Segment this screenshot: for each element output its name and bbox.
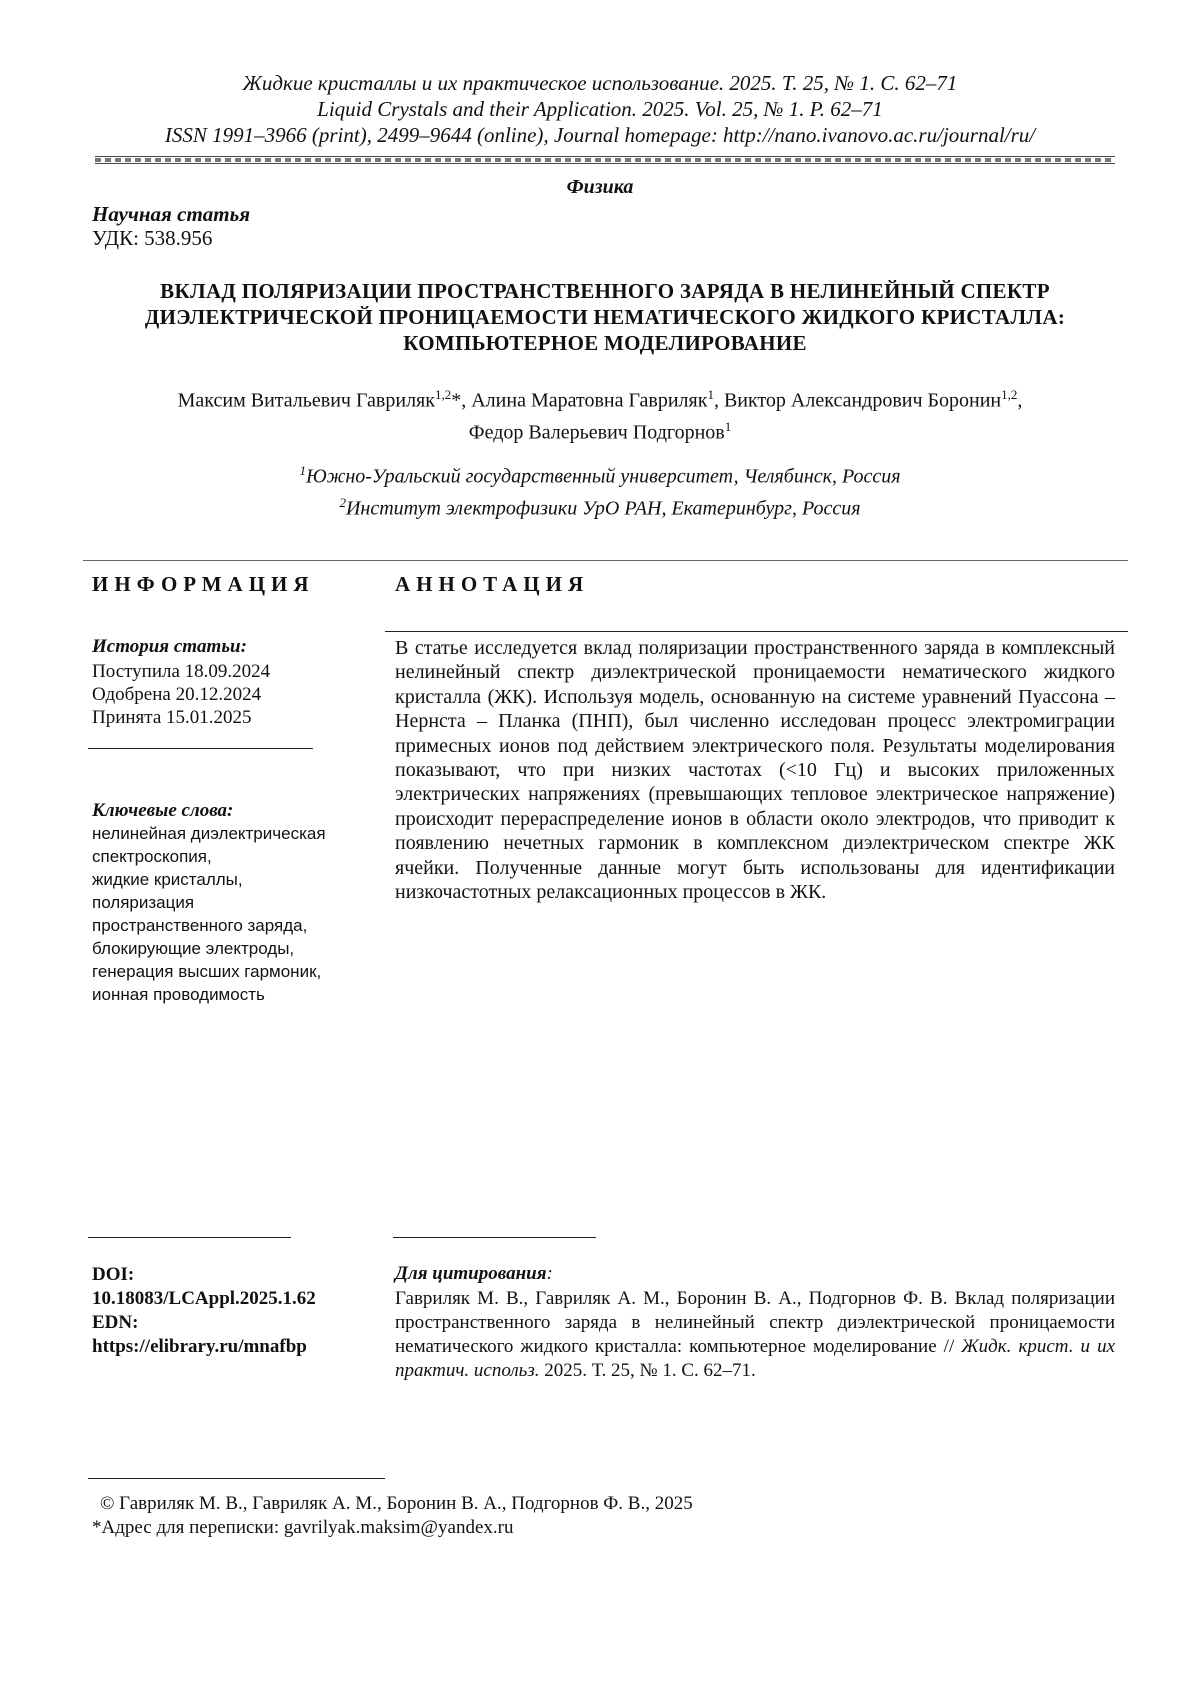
author-line-1 — [0, 382, 1200, 414]
journal-header — [0, 70, 1200, 148]
keywords-heading: Ключевые слова: — [92, 800, 234, 821]
paper-title-line-3: КОМПЬЮТЕРНОЕ МОДЕЛИРОВАНИЕ — [403, 331, 807, 355]
citation-text — [395, 1287, 1115, 1383]
article-type: Научная статья — [92, 202, 251, 226]
citation-heading-colon: : — [546, 1263, 553, 1284]
affiliation-text: Южно-Уральский государственный университет, Челябинск, Россия — [305, 465, 901, 488]
history-divider — [88, 748, 313, 749]
keyword-line: пространственного заряда, — [92, 916, 308, 935]
header-rule-bottom — [95, 163, 1115, 164]
keyword-line: нелинейная диэлектрическая — [92, 824, 326, 843]
keyword-line: блокирующие электроды, — [92, 939, 295, 958]
footnote-divider — [88, 1478, 385, 1479]
author-name: Алина Маратовна Гавриляк — [471, 389, 708, 412]
section-label: Физика — [566, 176, 634, 198]
paper-title — [90, 278, 1120, 356]
copyright-note: © Гавриляк М. В., Гавриляк А. М., Боронин В. А., Подгорнов Ф. В., 2025 — [100, 1493, 693, 1514]
history-received: Поступила 18.09.2024 — [92, 661, 271, 682]
udk-code: УДК: 538.956 — [92, 226, 213, 250]
keyword-line: поляризация — [92, 893, 195, 912]
author-name: Максим Витальевич Гавриляк — [177, 389, 435, 412]
affiliation-1 — [0, 458, 1200, 490]
journal-header-issn: ISSN 1991–3966 (print), 2499–9644 (online), Journal homepage: http://nano.ivanovo.ac.ru/journal/ru/ — [164, 123, 1036, 147]
author-list — [0, 382, 1200, 445]
paper-title-line-2: ДИЭЛЕКТРИЧЕСКОЙ ПРОНИЦАЕМОСТИ НЕМАТИЧЕСКОГО ЖИДКОГО КРИСТАЛЛА: — [144, 305, 1066, 329]
keyword-line: жидкие кристаллы, — [92, 870, 243, 889]
history-heading: История статьи: — [92, 636, 247, 657]
keyword-line: ионная проводимость — [92, 985, 265, 1004]
doi-link[interactable]: 10.18083/LCAppl.2025.1.62 — [92, 1288, 316, 1309]
citation-divider — [393, 1237, 596, 1238]
author-affil-sup: 1,2 — [1001, 387, 1018, 402]
doi-block — [92, 1263, 316, 1359]
journal-header-en: Liquid Crystals and their Application. 2025. Vol. 25, № 1. P. 62–71 — [317, 97, 883, 121]
author-sep: *, — [451, 389, 472, 412]
author-line-2 — [0, 414, 1200, 446]
keywords-list — [92, 822, 362, 1006]
paper-title-line-1: ВКЛАД ПОЛЯРИЗАЦИИ ПРОСТРАНСТВЕННОГО ЗАРЯДА В НЕЛИНЕЙНЫЙ СПЕКТР — [160, 279, 1050, 303]
correspondence-note: *Адрес для переписки: gavrilyak.maksim@yandex.ru — [92, 1517, 514, 1538]
author-sep: , — [1017, 389, 1023, 412]
keyword-line: спектроскопия, — [92, 847, 212, 866]
author-name: Федор Валерьевич Подгорнов — [468, 421, 725, 444]
footnotes — [92, 1492, 693, 1540]
citation-tail: 2025. Т. 25, № 1. С. 62–71. — [544, 1360, 756, 1381]
article-history — [92, 660, 270, 729]
history-accepted: Принята 15.01.2025 — [92, 707, 252, 728]
affiliation-sup: 1 — [299, 463, 306, 478]
doi-label: DOI: — [92, 1264, 135, 1285]
keyword-line: генерация высших гармоник, — [92, 962, 322, 981]
affiliation-sup: 2 — [339, 494, 346, 510]
history-approved: Одобрена 20.12.2024 — [92, 684, 262, 705]
edn-link[interactable]: https://elibrary.ru/mnafbp — [92, 1336, 307, 1357]
header-rule-top — [95, 156, 1115, 157]
header-rule-pattern — [95, 158, 1115, 162]
info-divider — [83, 560, 1128, 561]
doi-divider — [88, 1237, 291, 1238]
info-heading: ИНФОРМАЦИЯ — [92, 572, 315, 596]
citation-heading — [395, 1263, 553, 1285]
citation-main: Гавриляк М. В., Гавриляк А. М., Боронин В. А., Подгорнов Ф. В. Вклад поляризации пространственного заряда в нелинейный спектр диэлектрической проницаемости нематического жидкого кристалла: компьютерное моделирование // — [395, 1288, 1115, 1357]
author-name: Виктор Александрович Боронин — [723, 389, 1002, 412]
author-sep: , — [713, 389, 724, 412]
abstract-heading: АННОТАЦИЯ — [395, 572, 590, 596]
abstract-divider — [385, 631, 1128, 632]
author-affil-sup: 1 — [724, 418, 732, 434]
author-affil-sup: 1 — [707, 387, 714, 402]
affiliations — [0, 458, 1200, 521]
citation-journal: Жидк. крист. и их практич. использ. — [395, 1336, 1115, 1381]
journal-header-ru: Жидкие кристаллы и их практическое использование. 2025. Т. 25, № 1. С. 62–71 — [242, 71, 958, 95]
affiliation-text: Институт электрофизики УрО РАН, Екатеринбург, Россия — [345, 497, 861, 520]
citation-heading-text: Для цитирования — [395, 1263, 547, 1284]
abstract-text: В статье исследуется вклад поляризации пространственного заряда в комплексный нелинейный спектр диэлектрической проницаемости нематического жидкого кристалла (ЖК). Используя модель, основанную на системе уравнений Пуассона – Нернста – Планка (ПНП), был численно исследован процесс электромиграции примесных ионов под действием электрического поля. Результаты моделирования показывают, что при низких частотах (<10 Гц) и высоких приложенных электрических напряжениях (превышающих тепловое электрическое напряжение) происходит перераспределение ионов в области около электродов, что приводит к появлению нечетных гармоник в комплексном диэлектрическом спектре ЖК ячейки. Полученные данные могут быть использованы для идентификации низкочастотных релаксационных процессов в ЖК. — [395, 637, 1115, 904]
edn-label: EDN: — [92, 1312, 139, 1333]
author-affil-sup: 1,2 — [434, 387, 452, 402]
affiliation-2 — [0, 490, 1200, 522]
